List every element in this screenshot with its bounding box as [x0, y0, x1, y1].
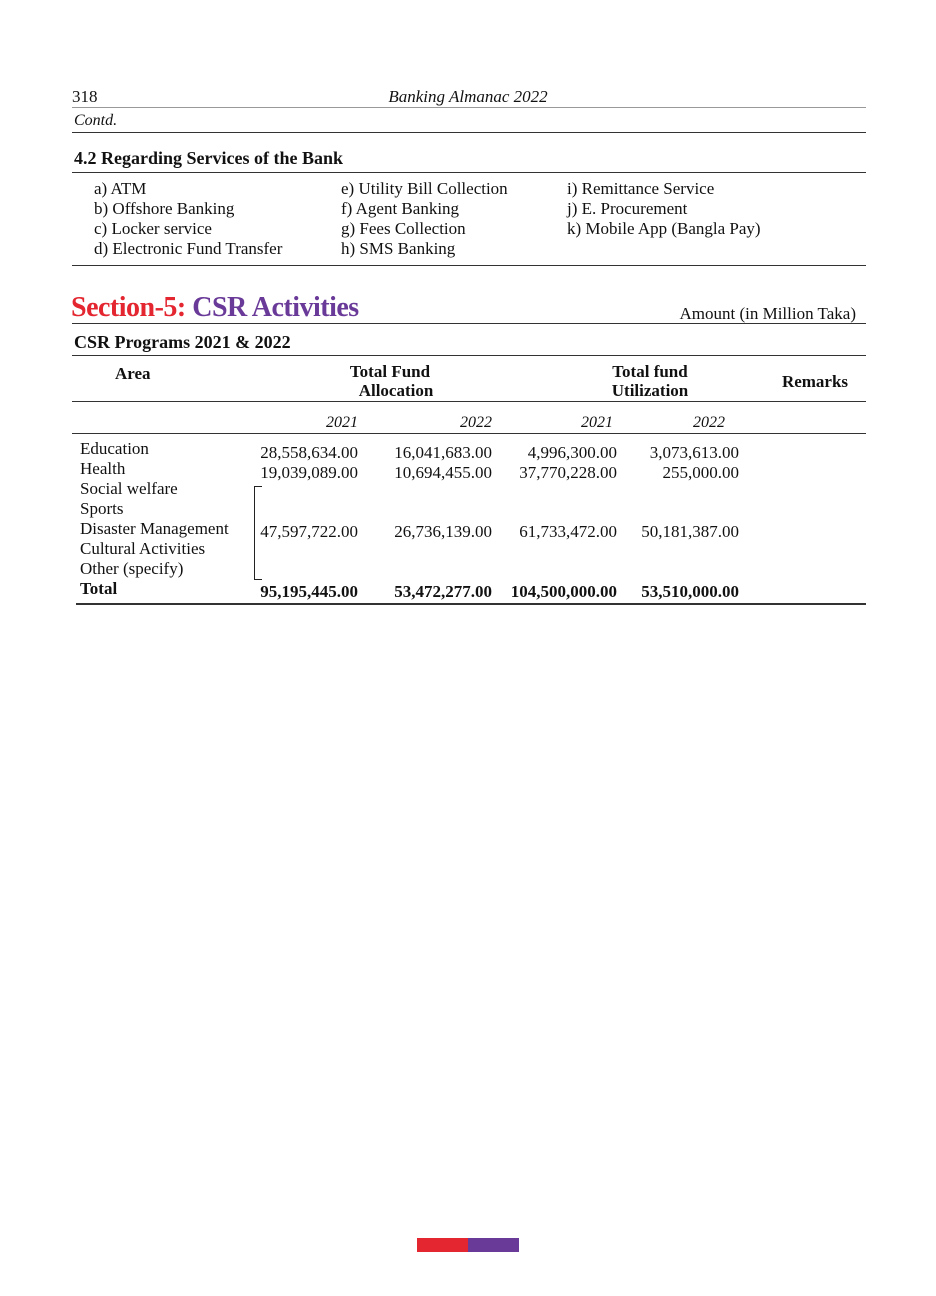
total-value: 53,472,277.00: [394, 582, 492, 601]
amount-note: Amount (in Million Taka): [679, 304, 856, 323]
value-cell: 10,694,455.00: [394, 463, 492, 482]
total-label: Total: [80, 579, 118, 598]
area-label: Disaster Management: [80, 519, 229, 538]
header-utilization-line2: Utilization: [611, 381, 689, 400]
value-cell: 3,073,613.00: [649, 443, 739, 462]
service-item: c) Locker service: [94, 219, 212, 238]
services-bottom-rule: [72, 265, 866, 266]
service-item: e) Utility Bill Collection: [341, 179, 508, 198]
section-title: [71, 292, 359, 324]
header-allocation-line1: Total Fund: [349, 362, 431, 381]
area-label: Social welfare: [80, 479, 178, 498]
service-item: a) ATM: [94, 179, 147, 198]
services-heading: 4.2 Regarding Services of the Bank: [74, 148, 343, 168]
section-prefix: Section-5:: [71, 292, 186, 323]
year-rule: [72, 433, 866, 434]
value-cell: 19,039,089.00: [260, 463, 358, 482]
service-item: h) SMS Banking: [341, 239, 456, 258]
header-area: Area: [115, 364, 151, 383]
header-rule: [72, 401, 866, 402]
value-cell: 255,000.00: [662, 463, 739, 482]
value-cell: 61,733,472.00: [519, 522, 617, 541]
year-label: 2021: [581, 414, 613, 431]
year-label: 2021: [326, 414, 358, 431]
total-value: 104,500,000.00: [510, 582, 617, 601]
value-cell: 37,770,228.00: [519, 463, 617, 482]
footer-bar-purple: [468, 1238, 519, 1252]
table-top-rule: [72, 355, 866, 356]
year-label: 2022: [460, 414, 492, 431]
section-name: CSR Activities: [192, 292, 359, 323]
service-item: d) Electronic Fund Transfer: [94, 239, 283, 258]
service-item: i) Remittance Service: [567, 179, 715, 198]
value-cell: 28,558,634.00: [260, 443, 358, 462]
service-item: j) E. Procurement: [567, 199, 688, 218]
service-item: g) Fees Collection: [341, 219, 466, 238]
total-value: 53,510,000.00: [641, 582, 739, 601]
value-cell: 50,181,387.00: [641, 522, 739, 541]
table-bottom-rule: [76, 603, 866, 605]
section-rule: [72, 323, 866, 324]
area-label: Cultural Activities: [80, 539, 206, 558]
area-label: Sports: [80, 499, 124, 518]
value-cell: 16,041,683.00: [394, 443, 492, 462]
header-allocation-line2: Allocation: [358, 381, 434, 400]
area-label: Health: [80, 459, 126, 478]
value-cell: 4,996,300.00: [527, 443, 617, 462]
header-remarks: Remarks: [781, 372, 849, 391]
value-cell: 47,597,722.00: [260, 522, 358, 541]
area-label: Other (specify): [80, 559, 184, 578]
service-item: b) Offshore Banking: [94, 199, 235, 218]
table-caption: CSR Programs 2021 & 2022: [74, 332, 291, 352]
header-utilization-line1: Total fund: [612, 362, 688, 381]
contd-rule: [72, 132, 866, 133]
services-top-rule: [72, 172, 866, 173]
service-item: f) Agent Banking: [341, 199, 460, 218]
header-rule: [72, 107, 866, 108]
value-cell: 26,736,139.00: [394, 522, 492, 541]
total-value: 95,195,445.00: [260, 582, 358, 601]
page-number: 318: [72, 87, 98, 106]
area-label: Education: [80, 439, 149, 458]
contd-label: Contd.: [74, 112, 118, 129]
running-title: Banking Almanac 2022: [388, 87, 548, 106]
service-item: k) Mobile App (Bangla Pay): [567, 219, 761, 238]
year-label: 2022: [693, 414, 725, 431]
footer-bar-red: [417, 1238, 468, 1252]
